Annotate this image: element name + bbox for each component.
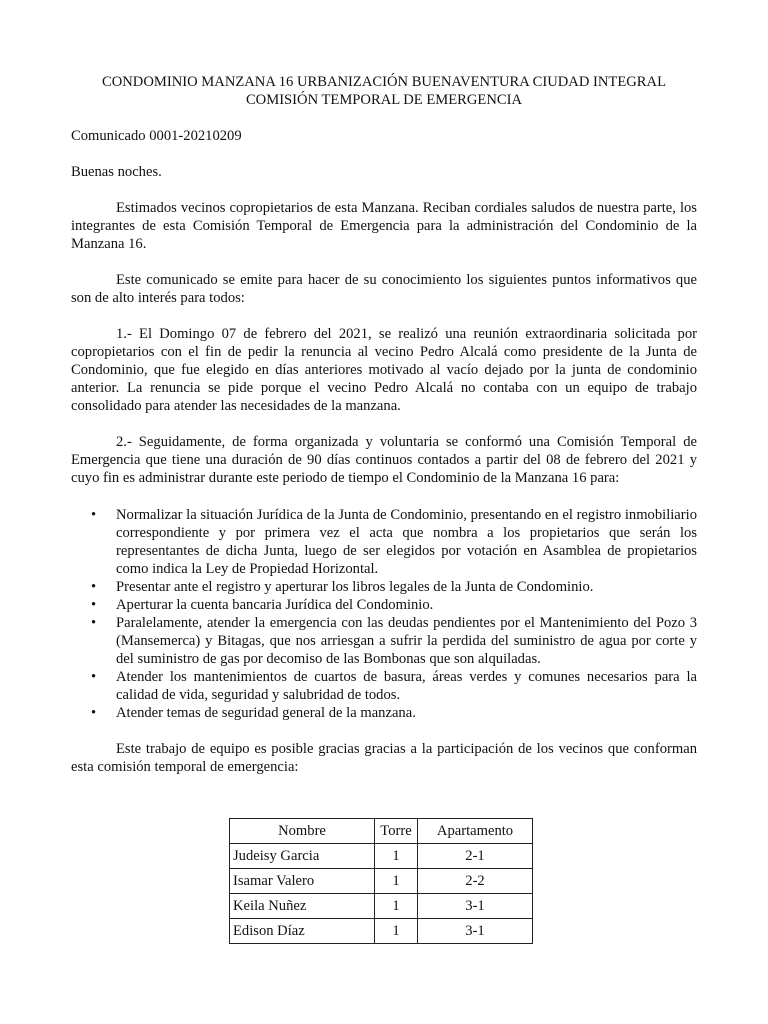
purpose-paragraph: Este comunicado se emite para hacer de su conocimiento los siguientes puntos informativos que son de alto interés para todos: — [71, 272, 697, 306]
header-nombre: Nombre — [230, 819, 375, 844]
cell-nombre: Judeisy Garcia — [230, 844, 375, 869]
cell-torre: 1 — [375, 869, 418, 894]
header-torre: Torre — [375, 819, 418, 844]
members-table — [229, 818, 533, 944]
cell-nombre: Edison Díaz — [230, 919, 375, 944]
header-line-2: COMISIÓN TEMPORAL DE EMERGENCIA — [245, 92, 523, 108]
objectives-list — [71, 506, 697, 722]
cell-nombre: Isamar Valero — [230, 869, 375, 894]
comunicado-number: Comunicado 0001-20210209 — [71, 128, 242, 144]
table-row — [230, 844, 533, 869]
header-line-1: CONDOMINIO MANZANA 16 URBANIZACIÓN BUENAVENTURA CIUDAD INTEGRAL — [101, 74, 666, 90]
point-2-paragraph: 2.- Seguidamente, de forma organizada y voluntaria se conformó una Comisión Temporal de Emergencia que tiene una duración de 90 días continuos contados a partir del 08 de febrero del 2021 y cuyo fin es administrar durante este periodo de tiempo el Condominio de la Manzana 16 para: — [71, 434, 697, 486]
table-row — [230, 919, 533, 944]
intro-paragraph: Estimados vecinos copropietarios de esta Manzana. Reciban cordiales saludos de nuestra parte, los integrantes de esta Comisión Temporal de Emergencia para la administración del Condominio de la Manzana 16. — [71, 200, 697, 252]
header-apartamento: Apartamento — [418, 819, 533, 844]
point-1-paragraph: 1.- El Domingo 07 de febrero del 2021, se realizó una reunión extraordinaria solicitada por copropietarios con el fin de pedir la renuncia al vecino Pedro Alcalá como presidente de la Junta de Condominio, que fue elegido en días anteriores motivado al vacío dejado por la junta de condominio anterior. La renuncia se pide porque el vecino Pedro Alcalá no contaba con un equipo de trabajo consolidado para atender las necesidades de la manzana. — [71, 326, 697, 414]
closing-paragraph: Este trabajo de equipo es posible gracias gracias a la participación de los vecinos que conforman esta comisión temporal de emergencia: — [71, 741, 697, 775]
greeting: Buenas noches. — [71, 164, 162, 180]
bullet-icon: • — [91, 507, 97, 523]
table-header-row — [230, 819, 533, 844]
list-item: • Atender temas de seguridad general de la manzana. — [91, 705, 416, 721]
cell-torre: 1 — [375, 844, 418, 869]
list-item: • Paralelamente, atender la emergencia con las deudas pendientes por el Mantenimiento del Pozo 3 (Mansemerca) y Bitagas, que nos arriesgan a sufrir la perdida del suministro de agua por corte y del suministro de gas por decomiso de las Bombonas que son alquiladas. — [91, 615, 697, 667]
list-item: • Aperturar la cuenta bancaria Jurídica del Condominio. — [91, 597, 434, 613]
list-item: • Atender los mantenimientos de cuartos de basura, áreas verdes y comunes necesarios para la calidad de vida, seguridad y salubridad de todos. — [91, 669, 697, 703]
cell-apartamento: 3-1 — [418, 894, 533, 919]
bullet-icon: • — [91, 597, 97, 613]
bullet-icon: • — [91, 615, 97, 631]
bullet-icon: • — [91, 669, 97, 685]
cell-torre: 1 — [375, 894, 418, 919]
table-row — [230, 894, 533, 919]
cell-torre: 1 — [375, 919, 418, 944]
cell-apartamento: 2-1 — [418, 844, 533, 869]
cell-nombre: Keila Nuñez — [230, 894, 375, 919]
table-row — [230, 869, 533, 894]
document-header — [71, 73, 697, 109]
bullet-icon: • — [91, 705, 97, 721]
list-item: • Presentar ante el registro y aperturar los libros legales de la Junta de Condominio. — [91, 579, 594, 595]
bullet-icon: • — [91, 579, 97, 595]
list-item: • Normalizar la situación Jurídica de la Junta de Condominio, presentando en el registro inmobiliario correspondiente y por primera vez el acta que nombra a los propietarios que serán los representantes de dicha Junta, luego de ser elegidos por votación en Asamblea de propietarios como indica la Ley de Propiedad Horizontal. — [91, 507, 697, 577]
cell-apartamento: 3-1 — [418, 919, 533, 944]
cell-apartamento: 2-2 — [418, 869, 533, 894]
